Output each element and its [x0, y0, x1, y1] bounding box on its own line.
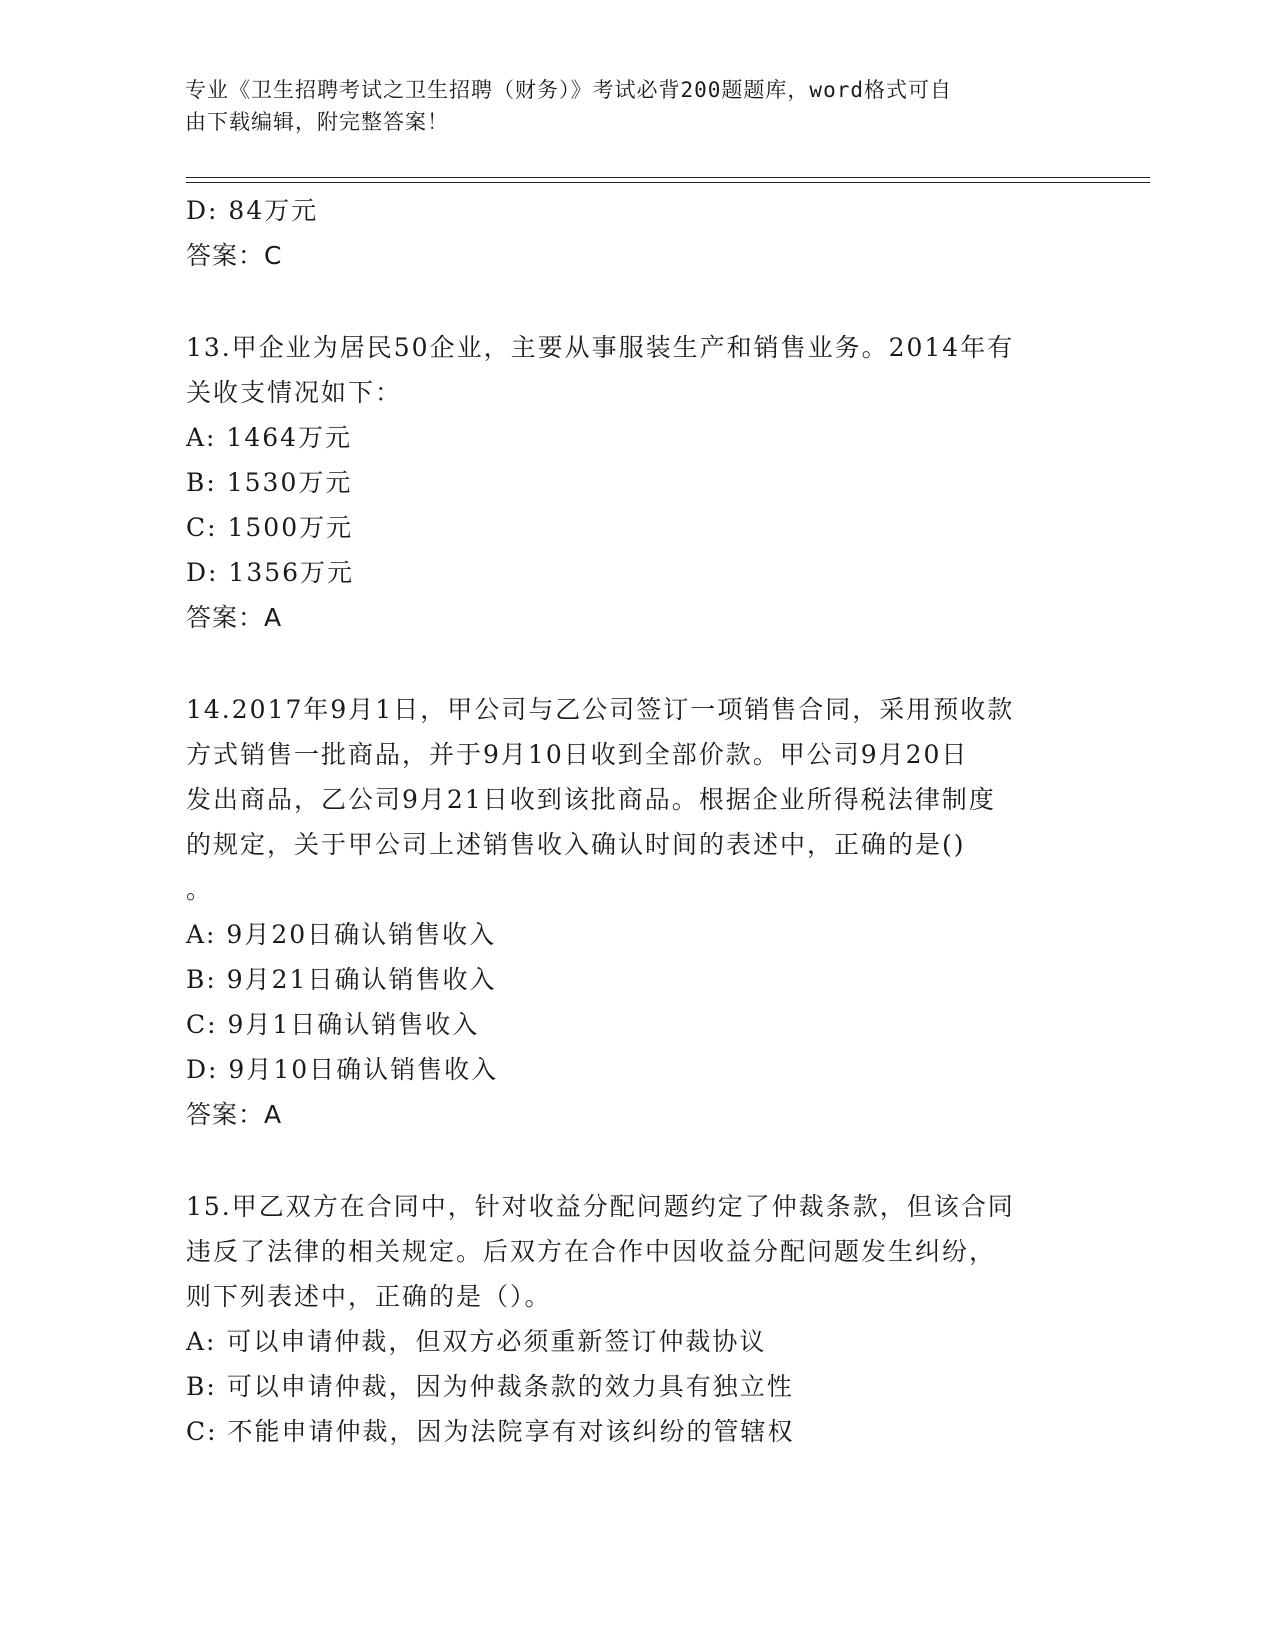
header-rule-top: [186, 177, 1150, 178]
option-b: B: 9月21日确认销售收入: [186, 965, 497, 994]
option-c: C: 不能申请仲裁，因为法院享有对该纠纷的管辖权: [186, 1417, 795, 1446]
option-c: C: 9月1日确认销售收入: [186, 1010, 480, 1039]
header-title-line-1: 专业《卫生招聘考试之卫生招聘（财务）》考试必背200题题库，word格式可自: [185, 78, 952, 102]
option-c: C: 1500万元: [186, 513, 354, 542]
page-header: [185, 74, 1065, 138]
question-stem: 发出商品，乙公司9月21日收到该批商品。根据企业所得税法律制度: [186, 785, 996, 814]
option-a: A: 可以申请仲裁，但双方必须重新签订仲裁协议: [186, 1327, 767, 1356]
option-d: D: 1356万元: [186, 558, 355, 587]
question-stem: 则下列表述中，正确的是（）。: [186, 1282, 552, 1311]
answer-line: 答案：A: [186, 1100, 283, 1129]
document-body: [186, 188, 1086, 1454]
option-d: D: 9月10日确认销售收入: [186, 1055, 499, 1084]
question-block-14: [186, 687, 1086, 1137]
answer-line: 答案：C: [186, 241, 283, 270]
question-stem: 15.甲乙双方在合同中，针对收益分配问题约定了仲裁条款，但该合同: [186, 1192, 1015, 1221]
spacer: [186, 1137, 1086, 1184]
question-block-15: [186, 1184, 1086, 1454]
question-stem: 的规定，关于甲公司上述销售收入确认时间的表述中，正确的是(): [186, 830, 966, 859]
question-stem: 违反了法律的相关规定。后双方在合作中因收益分配问题发生纠纷，: [186, 1237, 997, 1266]
header-rule-bottom: [186, 182, 1150, 183]
question-stem: 14.2017年9月1日，甲公司与乙公司签订一项销售合同，采用预收款: [186, 695, 1015, 724]
question-block-13: [186, 325, 1086, 640]
question-stem: 关收支情况如下：: [186, 378, 403, 407]
header-title-line-2: 由下载编辑，附完整答案！: [185, 110, 449, 134]
answer-line: 答案：A: [186, 603, 283, 632]
spacer: [186, 640, 1086, 687]
option-a: A: 1464万元: [186, 423, 353, 452]
option-d: D: 84万元: [186, 196, 319, 225]
question-stem: 方式销售一批商品，并于9月10日收到全部价款。甲公司9月20日: [186, 740, 969, 769]
option-b: B: 1530万元: [186, 468, 353, 497]
option-b: B: 可以申请仲裁，因为仲裁条款的效力具有独立性: [186, 1372, 794, 1401]
question-stem: 13.甲企业为居民50企业，主要从事服装生产和销售业务。2014年有: [186, 333, 1015, 362]
question-block-prev: [186, 188, 1086, 278]
spacer: [186, 278, 1086, 325]
question-stem: 。: [186, 875, 214, 904]
option-a: A: 9月20日确认销售收入: [186, 920, 497, 949]
